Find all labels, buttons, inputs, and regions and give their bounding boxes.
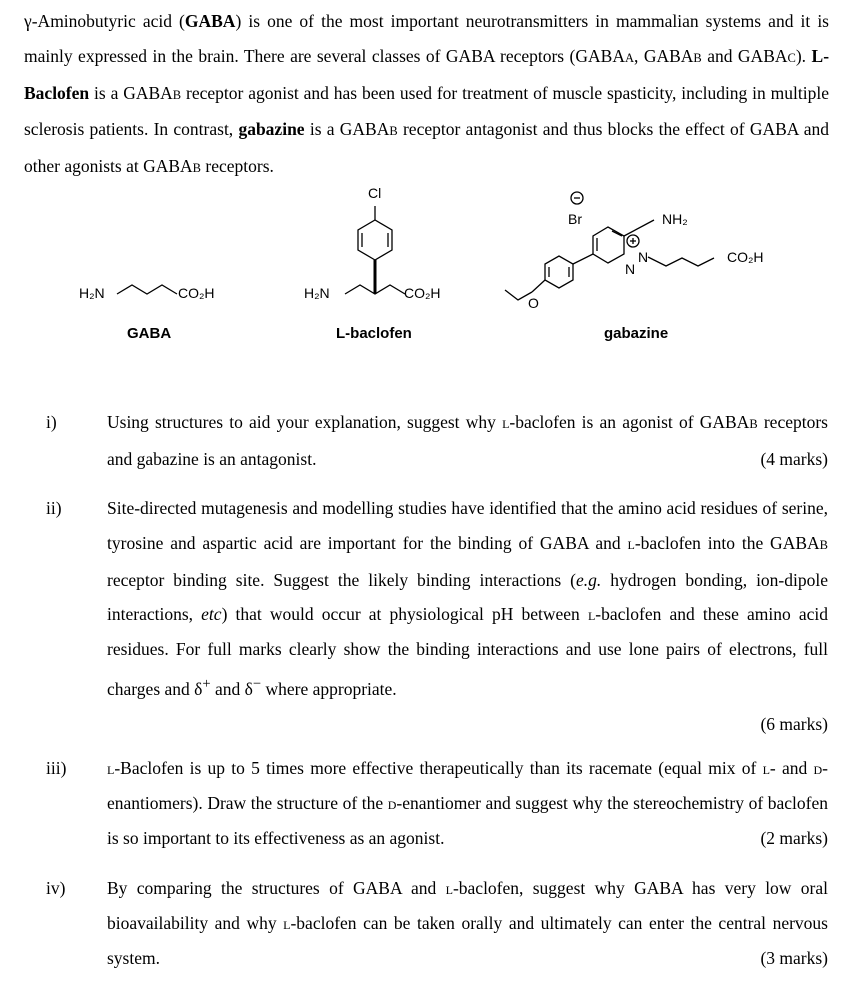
small-caps-d: d	[813, 758, 823, 778]
text: where appropriate.	[261, 678, 397, 699]
small-caps-l: l	[587, 604, 596, 625]
superscript-plus: +	[202, 675, 211, 692]
italic-text: e.g.	[575, 569, 602, 590]
intro-text: is a GABA	[89, 82, 173, 103]
intro-text: and GABA	[701, 45, 788, 66]
marks: (3 marks)	[760, 947, 828, 968]
baclofen-chlorine: Cl	[368, 185, 382, 201]
small-caps-l: l	[107, 758, 115, 778]
subscript-b: B	[389, 124, 398, 139]
subscript-b: B	[192, 161, 202, 176]
text: -baclofen into the GABA	[634, 532, 820, 553]
text: By comparing the structures of GABA and	[107, 878, 446, 898]
text: -Baclofen is up to 5 times more effective therapeutically than its racemate (equal mix of	[114, 758, 763, 778]
small-caps-l: l	[283, 912, 291, 933]
subscript-b: B	[172, 87, 182, 102]
gaba-acid: CO₂H	[178, 285, 215, 301]
intro-text: γ-Aminobutyric acid (	[24, 11, 185, 31]
subscript-b: B	[693, 50, 702, 65]
question-text	[107, 871, 828, 975]
baclofen-label: L-baclofen	[336, 325, 412, 342]
marks: (2 marks)	[760, 827, 828, 848]
gaba-amine: H₂N	[79, 285, 105, 301]
small-caps-l: l	[445, 878, 453, 898]
marks: (6 marks)	[760, 713, 828, 734]
ring-nitrogen-2: N	[638, 249, 649, 265]
small-caps-l: l	[627, 532, 635, 553]
gabazine-amine: NH₂	[662, 211, 688, 227]
text: -baclofen and these amino acid residues. For full marks clearly show the binding interactions and use lone pairs of electrons, full charges and δ	[107, 604, 829, 699]
text: receptors and gabazine is an antagonist.	[107, 412, 828, 469]
gabazine-label: gabazine	[604, 325, 669, 342]
text: Using structures to aid your explanation, suggest why	[107, 412, 503, 432]
question-text	[107, 491, 828, 741]
ring-nitrogen-1: N	[625, 261, 636, 277]
intro-text: ) is one of the most important neurotransmitters in mammalian systems and it is mainly expressed in the brain. There are several classes of GABA receptors (GABA	[24, 11, 829, 66]
text: -enantiomer and suggest why the stereochemistry of baclofen is so important to its effectiveness as an agonist.	[107, 792, 828, 848]
intro-text: , GABA	[634, 45, 694, 66]
text: receptor binding site. Suggest the likely binding interactions (	[107, 569, 576, 590]
italic-text: etc	[201, 604, 222, 625]
baclofen-acid: CO₂H	[404, 285, 441, 301]
question-number: ii)	[46, 498, 62, 518]
question-text	[107, 405, 828, 477]
text: - and	[769, 758, 814, 778]
gabazine-acid: CO₂H	[727, 249, 764, 265]
gabazine-bromide: Br	[568, 211, 582, 227]
intro-text: ).	[795, 45, 812, 66]
gabazine-chain	[648, 257, 714, 266]
text: and δ	[210, 678, 253, 699]
text: -baclofen can be taken orally and ultimately can enter the central nervous system.	[107, 912, 828, 968]
subscript-c: C	[787, 50, 796, 65]
text: -baclofen, suggest why GABA has very low oral bioavailability and why	[107, 878, 828, 933]
question-number: iv)	[46, 878, 66, 898]
gaba-chain	[117, 285, 177, 294]
subscript-a: A	[624, 50, 635, 65]
intro-text: receptor antagonist and thus blocks the effect of GABA and other agonists at GABA	[24, 119, 829, 177]
baclofen-amine: H₂N	[304, 285, 330, 301]
gabazine-term: gabazine	[238, 119, 305, 140]
question-number: iii)	[46, 758, 67, 778]
subscript-b: B	[819, 537, 828, 552]
intro-text: receptors.	[201, 156, 274, 177]
methoxy-oxygen: O	[528, 295, 539, 311]
baclofen-phenyl-ring	[358, 220, 392, 260]
intro-text: receptor agonist and has been used for treatment of muscle spasticity, including in multiple sclerosis patients. In contrast,	[24, 82, 829, 140]
text: -enantiomers). Draw the structure of the	[107, 758, 828, 813]
gaba-term: GABA	[184, 11, 236, 31]
subscript-b: B	[749, 417, 758, 431]
question-number: i)	[46, 412, 57, 432]
text: ) that would occur at physiological pH between	[221, 604, 588, 625]
intro-paragraph	[24, 4, 829, 186]
small-caps-d: d	[387, 792, 397, 813]
text: hydrogen bonding, ion-dipole interactions,	[107, 569, 828, 625]
baclofen-term: L-Baclofen	[24, 45, 830, 103]
gaba-label: GABA	[127, 325, 172, 342]
superscript-minus: −	[252, 675, 262, 692]
small-caps-l: l	[762, 758, 770, 778]
pyridazinium-ring	[593, 227, 624, 263]
text: Site-directed mutagenesis and modelling studies have identified that the amino acid residues of serine, tyrosine and aspartic acid are important for the binding of GABA and	[107, 498, 828, 553]
intro-text: is a GABA	[304, 119, 390, 140]
question-text	[107, 751, 828, 855]
marks: (4 marks)	[760, 448, 828, 469]
chemical-structures	[0, 178, 850, 348]
text: -baclofen is an agonist of GABA	[509, 412, 750, 432]
small-caps-l: l	[502, 412, 510, 432]
